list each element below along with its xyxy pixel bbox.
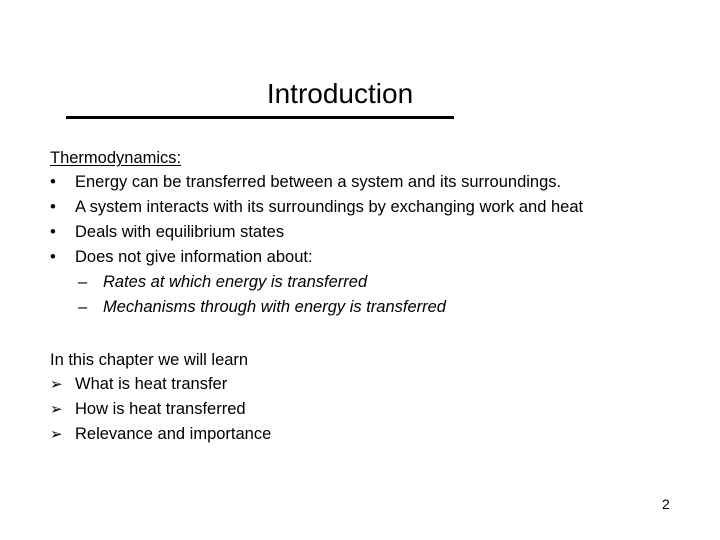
thermodynamics-section (50, 146, 584, 320)
arrow-bullet-icon: ➢ (50, 426, 63, 443)
list-item-text: How is heat transferred (75, 400, 246, 418)
bullet-icon: • (50, 198, 56, 216)
list-item (50, 195, 584, 220)
dash-icon: – (78, 273, 88, 291)
list-item (50, 397, 248, 422)
list-item-text: Energy can be transferred between a system and its surroundings. (75, 173, 562, 191)
list-item (50, 170, 562, 195)
section-heading: In this chapter we will learn (50, 351, 249, 369)
bullet-icon: • (50, 248, 56, 266)
title-underline (66, 116, 454, 119)
list-item-text: Does not give information about: (75, 248, 313, 266)
list-item-text: A system interacts with its surroundings by exchanging work and heat (75, 198, 584, 216)
bullet-icon: • (50, 173, 56, 191)
list-item-text: Relevance and importance (75, 425, 272, 443)
slide-title: Introduction (266, 78, 414, 109)
sub-list-item (50, 295, 446, 320)
sub-list-item-text: Mechanisms through with energy is transferred (103, 298, 446, 316)
list-item (50, 422, 272, 447)
list-item (50, 372, 248, 397)
list-item-text: What is heat transfer (75, 375, 228, 393)
arrow-bullet-icon: ➢ (50, 401, 63, 418)
section-heading: Thermodynamics: (50, 149, 182, 167)
bullet-icon: • (50, 223, 56, 241)
sub-list-item-text: Rates at which energy is transferred (103, 273, 368, 291)
sub-list-item (50, 270, 368, 295)
list-item (50, 220, 285, 245)
dash-icon: – (78, 298, 88, 316)
list-item-text: Deals with equilibrium states (75, 223, 285, 241)
chapter-section (50, 348, 272, 447)
list-item (50, 245, 313, 270)
page-number: 2 (662, 496, 670, 512)
arrow-bullet-icon: ➢ (50, 376, 63, 393)
